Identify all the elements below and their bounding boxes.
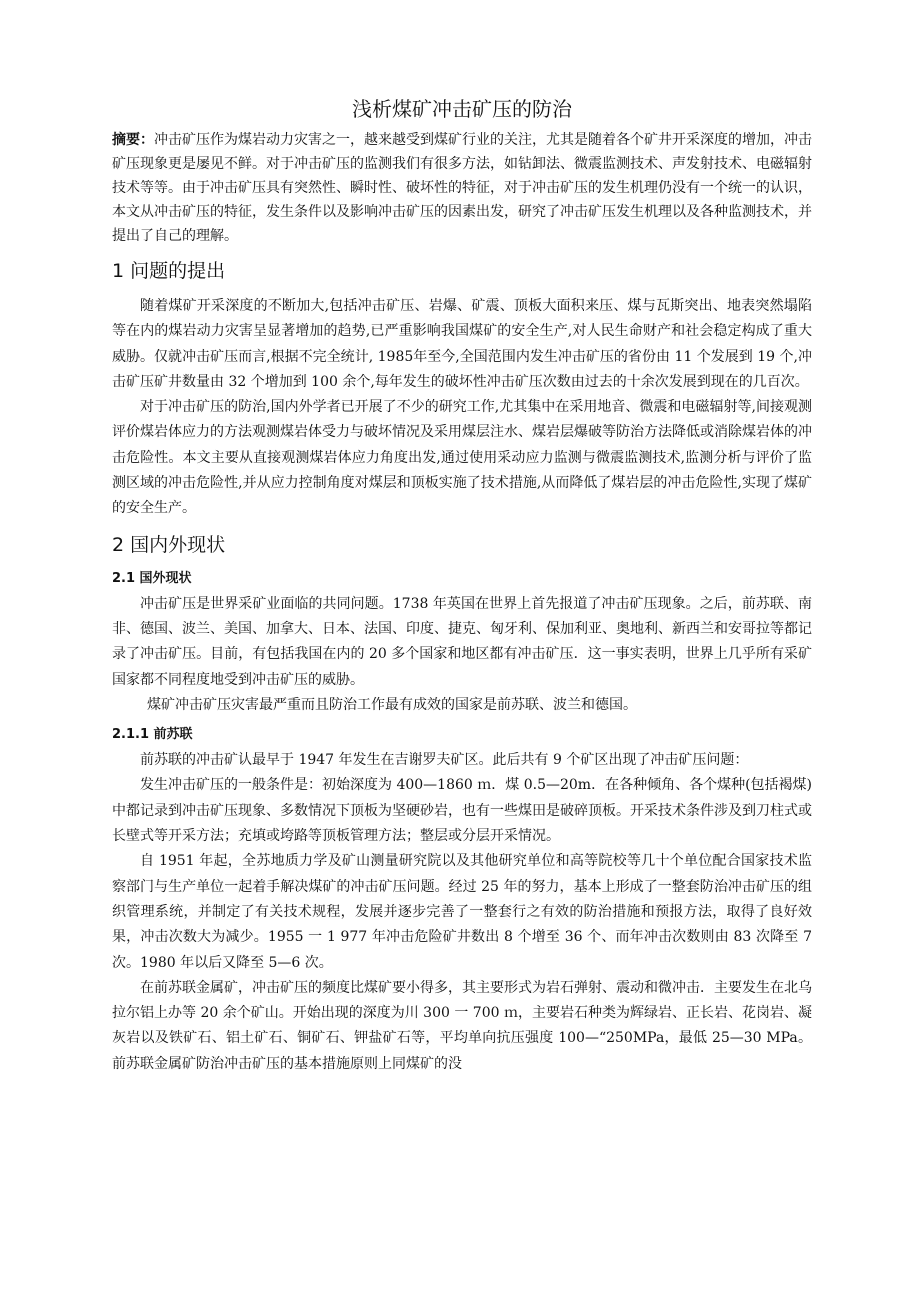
section-2-1-paragraph: 煤矿冲击矿压灾害最严重而且防治工作最有成效的国家是前苏联、波兰和德国。 (147, 696, 637, 713)
abstract (112, 128, 812, 248)
section-2-1-1-paragraph: 发生冲击矿压的一般条件是：初始深度为 400—1860 ｍ．煤 0.5—20m．在各种倾角、各个煤种(包括褐煤)中都记录到冲击矿压现象、多数情况下顶板为坚硬砂岩，也有一些煤田是破碎顶板。开采技术条件涉及到刀柱式或长壁式等开采方法；充填或垮路等顶板管理方法；整层或分层开采情况。 (112, 777, 812, 845)
section-1-paragraph: 随着煤矿开采深度的不断加大,包括冲击矿压、岩爆、矿震、顶板大面积来压、煤与瓦斯突出、地表突然塌陷等在内的煤岩动力灾害呈显著增加的趋势,已严重影响我国煤矿的安全生产,对人民生命财产和社会稳定构成了重大威胁。仅就冲击矿压而言,根据不完全统计, 1985年至今,全国范围内发生冲击矿压的省份由 11 个发展到 19 个,冲击矿压矿井数量由 32 个增加到 100 余个,每年发生的破坏性冲击矿压次数由过去的十余次发展到现在的几百次。 (112, 298, 812, 390)
section-2-1-1-paragraph: 自 1951 年起，全苏地质力学及矿山测量研究院以及其他研究单位和高等院校等几十个单位配合国家技术监察部门与生产单位一起着手解决煤矿的冲击矿压问题。经过 25 年的努力，基本上形成了一整套防治冲击矿压的组织管理系统，并制定了有关技术规程，发展并逐步完善了一整套行之有效的防治措施和预报方法，取得了良好效果，冲击次数大为减少。1955 一 1 977 年冲击危险矿井数出 8 个增至 36 个、而年冲击次数则由 83 次降至 7 次。1980 年以后又降至 5—6 次。 (112, 853, 812, 971)
section-2-1-1-paragraph: 在前苏联金属矿，冲击矿压的频度比煤矿要小得多，其主要形式为岩石弹射、震动和微冲击．主要发生在北乌拉尔铝上办等 20 余个矿山。开始出现的深度为川 300 一 700 ｍ，主要岩石种类为辉绿岩、正长岩、花岗岩、凝灰岩以及铁矿石、铝土矿石、铜矿石、钾盐矿石等，平均单向抗压强度 100—“250MPa，最低 25—30 MPa。前苏联金属矿防治冲击矿压的基本措施原则上同煤矿的没 (112, 979, 812, 1072)
document-page (112, 94, 812, 1077)
section-1-heading: 1 问题的提出 (112, 260, 226, 282)
section-2-1-heading: 2.1 国外现状 (112, 570, 192, 586)
section-2-1-1-heading: 2.1.1 前苏联 (112, 727, 193, 743)
section-2-1-1-paragraph: 前苏联的冲击矿认最早于 1947 年发生在吉谢罗夫矿区。此后共有 9 个矿区出现了冲击矿压问题： (140, 752, 749, 769)
section-1-paragraph: 对于冲击矿压的防治,国内外学者已开展了不少的研究工作,尤其集中在采用地音、微震和电磁辐射等,间接观测评价煤岩体应力的方法观测煤岩体受力与破坏情况及采用煤层注水、煤岩层爆破等防治方法降低或消除煤岩体的冲击危险性。本文主要从直接观测煤岩体应力角度出发,通过使用采动应力监测与微震监测技术,监测分析与评价了监测区域的冲击危险性,并从应力控制角度对煤层和顶板实施了技术措施,从而降低了煤岩层的冲击危险性,实现了煤矿的安全生产。 (112, 399, 812, 517)
document-title: 浅析煤矿冲击矿压的防治 (352, 97, 572, 121)
abstract-text: 冲击矿压作为煤岩动力灾害之一，越来越受到煤矿行业的关注，尤其是随着各个矿井开采深度的增加，冲击矿压现象更是屡见不鲜。对于冲击矿压的监测我们有很多方法，如钻卸法、微震监测技术、声发射技术、电磁辐射技术等等。由于冲击矿压具有突然性、瞬时性、破坏性的特征，对于冲击矿压的发生机理仍没有一个统一的认识，本文从冲击矿压的特征，发生条件以及影响冲击矿压的因素出发，研究了冲击矿压发生机理以及各种监测技术，并提出了自己的理解。 (112, 132, 812, 244)
abstract-label: 摘要： (112, 132, 154, 148)
section-2-heading: 2 国内外现状 (112, 533, 226, 556)
section-2-1-paragraph: 冲击矿压是世界采矿业面临的共同问题。1738 年英国在世界上首先报道了冲击矿压现象。之后，前苏联、南非、德国、波兰、美国、加拿大、日本、法国、印度、捷克、匈牙利、保加利亚、奥地利、新西兰和安哥拉等都记录了冲击矿压。目前，有包括我国在内的 20 多个国家和地区都有冲击矿压．这一事实表明，世界上几乎所有采矿国家都不同程度地受到冲击矿压的威胁。 (112, 595, 812, 688)
